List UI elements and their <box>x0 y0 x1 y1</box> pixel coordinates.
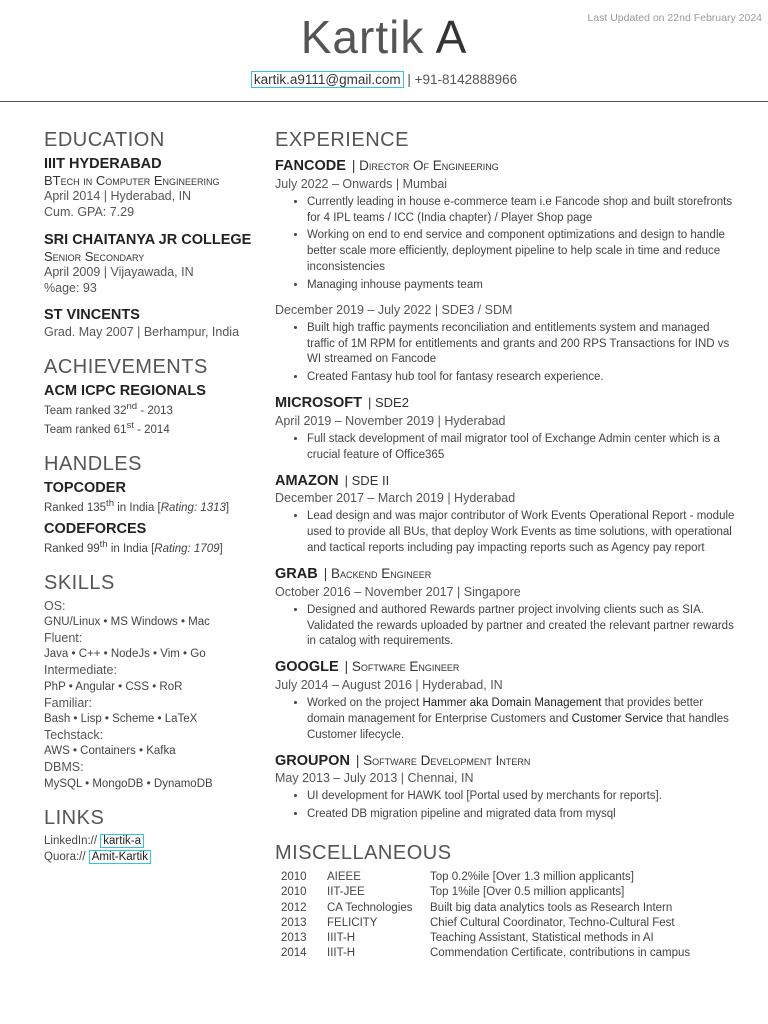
job-bullet: • Worked on the project Hammer aka Domain Management that provides better domain management for Enterprise Customers and Customer Service that handles Customer lifecycle. <box>307 696 735 744</box>
school-name: SRI CHAITANYA JR COLLEGE <box>44 231 252 248</box>
links-section <box>44 806 259 865</box>
skill-category: DBMS: <box>44 760 84 775</box>
degree: Senior Secondary <box>44 248 145 264</box>
misc-table <box>281 870 690 962</box>
job-bullet: • Full stack development of mail migrator tool of Exchange Admin center which is a crucial feature of Office365 <box>307 432 735 464</box>
linkedin-link[interactable]: kartik-a <box>100 834 144 848</box>
contact-separator: | <box>407 72 411 87</box>
job-bullet: • Lead design and was major contributor of Work Events Operational Report - module used to provide all BUs, that deploy Work Events as time solutions, with operational and tactical reports including pay impacting reports such as Agency pay report <box>307 509 735 557</box>
job-bullets <box>275 696 735 744</box>
job-date: October 2016 – November 2017 | Singapore <box>275 584 521 599</box>
misc-row: 2013 FELICITY Chief Cultural Coordinator, Techno-Cultural Fest <box>281 916 675 929</box>
achievements-section <box>44 355 259 438</box>
header-divider <box>0 101 768 102</box>
education-item <box>44 231 259 297</box>
misc-section <box>275 841 735 962</box>
experience-heading: EXPERIENCE <box>275 129 409 151</box>
job-amazon <box>275 472 735 557</box>
job-google <box>275 658 735 743</box>
education-heading: EDUCATION <box>44 129 165 151</box>
job-bullet: • Created DB migration pipeline and migrated data from mysql <box>307 807 735 823</box>
skill-category: OS: <box>44 598 66 613</box>
handle-rank: Ranked 99th in India [Rating: 1709] <box>44 538 223 555</box>
achievement-name: ACM ICPC REGIONALS <box>44 382 206 399</box>
degree: BTech in Computer Engineering <box>44 173 220 189</box>
job-date: July 2014 – August 2016 | Hyderabad, IN <box>275 678 503 693</box>
job-bullets <box>275 603 735 651</box>
links-heading: LINKS <box>44 806 105 829</box>
last-name: A <box>435 11 468 63</box>
job-bullet: • Designed and authored Rewards partner project involving clients such as SIA. Validated the rewards uploaded by partner and created the relevant partner rewards in catalog with requirements. <box>307 603 735 651</box>
left-column <box>44 128 259 879</box>
achievement-line: Team ranked 61st - 2014 <box>44 419 170 436</box>
school-score: Cum. GPA: 7.29 <box>44 205 135 220</box>
job-bullet: • UI development for HAWK tool [Portal used by merchants for reports]. <box>307 789 735 805</box>
quora-row: Quora:// Amit-Kartik <box>44 849 259 865</box>
school-score: %age: 93 <box>44 281 97 295</box>
handle-name: TOPCODER <box>44 479 126 496</box>
misc-row: 2010 AIEEE Top 0.2%ile [Over 1.3 million applicants] <box>281 870 634 883</box>
job-bullets <box>275 195 735 294</box>
school-date: April 2014 | Hyderabad, IN <box>44 189 192 204</box>
quora-link[interactable]: Amit-Kartik <box>89 850 151 864</box>
job-header: MICROSOFT | SDE2 <box>275 395 409 412</box>
skill-items: PhP • Angular • CSS • RoR <box>44 680 183 693</box>
job-date: December 2019 – July 2022 | SDE3 / SDM <box>275 302 513 317</box>
handle-rank: Ranked 135th in India [Rating: 1313] <box>44 497 230 514</box>
skill-category: Familiar: <box>44 695 92 710</box>
handle-name: CODEFORCES <box>44 520 147 537</box>
school-name: ST VINCENTS <box>44 307 140 324</box>
misc-heading: MISCELLANEOUS <box>275 841 452 864</box>
right-column <box>275 128 735 962</box>
job-microsoft <box>275 394 735 463</box>
last-updated: Last Updated on 22nd February 2024 <box>587 12 762 24</box>
skill-category: Intermediate: <box>44 663 117 678</box>
job-bullet: • Managing inhouse payments team <box>307 278 735 294</box>
job-header: GROUPON | Software Development Intern <box>275 752 531 769</box>
job-date: July 2022 – Onwards | Mumbai <box>275 176 448 191</box>
job-header: GRAB | Backend Engineer <box>275 565 432 582</box>
education-item <box>44 306 259 340</box>
school-date: April 2009 | Vijayawada, IN <box>44 264 194 279</box>
skill-items: MySQL • MongoDB • DynamoDB <box>44 777 213 790</box>
job-bullet: • Working on end to end service and component optimizations and design to handle better scale more efficiently, deployment pipeline to help scale in time and reduce inconsistencies <box>307 228 735 276</box>
job-bullet: • Currently leading in house e-commerce team i.e Fancode shop and built storefronts for 4 IPL teams / ICC (India chapter) / Player Shop page <box>307 195 735 227</box>
skill-items: Bash • Lisp • Scheme • LaTeX <box>44 712 198 725</box>
school-date: Grad. May 2007 | Berhampur, India <box>44 325 240 340</box>
achievement-line: Team ranked 32nd - 2013 <box>44 400 173 417</box>
school-name: IIIT HYDERABAD <box>44 156 162 172</box>
job-bullet: • Created Fantasy hub tool for fantasy research experience. <box>307 370 735 386</box>
job-date: April 2019 – November 2019 | Hyderabad <box>275 414 506 429</box>
handles-section <box>44 452 259 557</box>
job-bullets <box>275 321 735 386</box>
misc-row: 2012 CA Technologies Built big data analytics tools as Research Intern <box>281 901 673 914</box>
phone-number: +91-8142888966 <box>414 72 518 87</box>
skills-list <box>44 598 259 792</box>
job-header: FANCODE | Director Of Engineering <box>275 158 499 174</box>
misc-row: 2014 IIIT-H Commendation Certificate, contributions in campus <box>281 947 691 960</box>
job-date: May 2013 – July 2013 | Chennai, IN <box>275 771 474 786</box>
contact-line <box>0 72 768 87</box>
job-header: AMAZON | SDE II <box>275 472 390 489</box>
linkedin-row: LinkedIn:// kartik-a <box>44 833 259 849</box>
skill-items: Java • C++ • NodeJs • Vim • Go <box>44 648 206 661</box>
skill-items: GNU/Linux • MS Windows • Mac <box>44 615 210 628</box>
skill-category: Techstack: <box>44 728 104 743</box>
job-date: December 2017 – March 2019 | Hyderabad <box>275 491 516 506</box>
skills-heading: SKILLS <box>44 571 115 594</box>
email-link[interactable]: kartik.a9111@gmail.com <box>251 71 404 88</box>
misc-row: 2013 IIIT-H Teaching Assistant, Statistical methods in AI <box>281 932 654 945</box>
skill-items: AWS • Containers • Kafka <box>44 745 176 758</box>
job-bullets <box>275 509 735 557</box>
resume-name <box>0 11 768 63</box>
job-fancode <box>275 157 735 386</box>
job-grab <box>275 565 735 650</box>
job-bullets <box>275 432 735 464</box>
job-bullets <box>275 789 735 823</box>
first-name: Kartik <box>300 11 425 63</box>
skill-category: Fluent: <box>44 631 83 646</box>
education-item <box>44 155 259 221</box>
education-section <box>44 128 259 341</box>
job-header: GOOGLE | Software Engineer <box>275 659 460 676</box>
handles-heading: HANDLES <box>44 452 142 475</box>
achievements-heading: ACHIEVEMENTS <box>44 355 208 378</box>
job-groupon <box>275 752 735 823</box>
misc-row: 2010 IIT-JEE Top 1%ile [Over 0.5 million applicants] <box>281 886 625 899</box>
skills-section <box>44 571 259 792</box>
job-bullet: • Built high traffic payments reconciliation and entitlements system and managed traffic of 1M RPM for entitlements and grants and 200 RPS Transactions for IND vs WI streamed on Fancode <box>307 321 735 369</box>
